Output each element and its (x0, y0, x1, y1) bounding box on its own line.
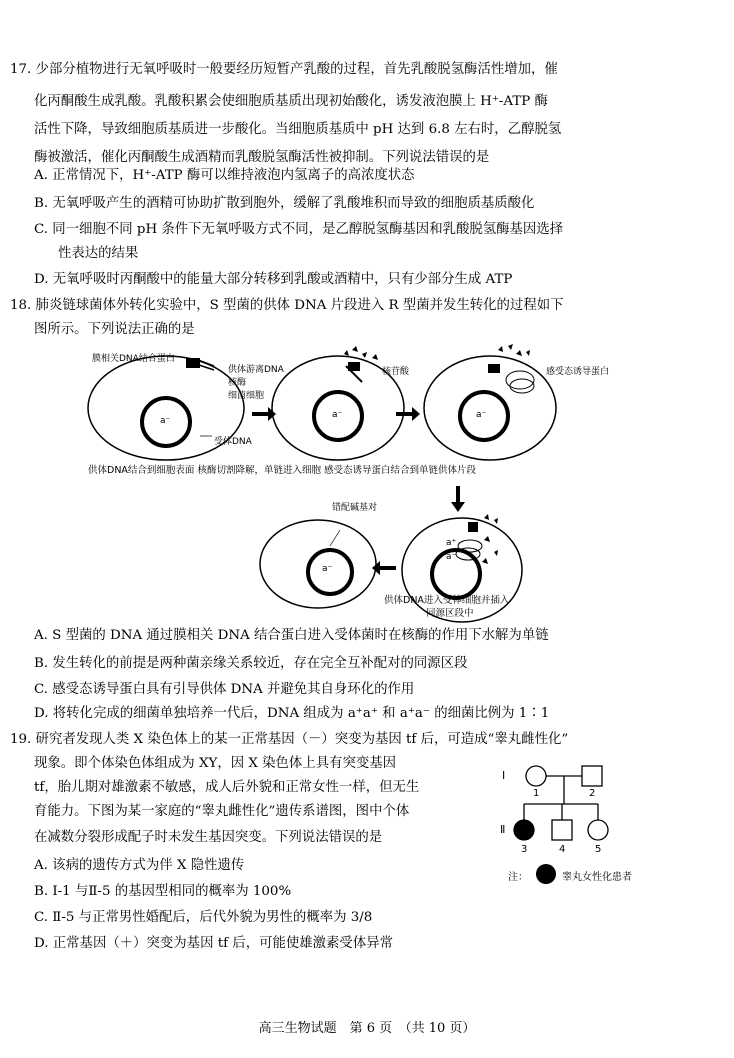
label-allele-cell1: a⁻ (160, 416, 171, 426)
q19-line-3: tf，胎儿期对雄激素不敏感，成人后外貌和正常女性一样，但无生 (34, 780, 420, 795)
individual-i1-female (526, 766, 546, 786)
q17-option-c-cont: 性表达的结果 (58, 246, 139, 261)
q19-line-2: 现象。即个体染色体组成为 XY，因 X 染色体上具有突变基因 (34, 756, 397, 771)
pedigree-legend-label: 注： (508, 872, 528, 883)
label-allele-cell5: a⁻ (322, 564, 333, 574)
figure-caption-bottom-1: 供体DNA进入受体细胞并插入 (384, 595, 510, 606)
individual-ii5-female (588, 820, 608, 840)
individual-ii3-affected (514, 820, 534, 840)
q19-line-1: 19. 研究者发现人类 X 染色体上的某一正常基因（－）突变为基因 tf 后，可造成“睾丸雌性化” (10, 732, 569, 747)
q18-option-d: D. 将转化完成的细菌单独培养一代后，DNA 组成为 a⁺a⁺ 和 a⁺a⁻ 的细菌比例为 1∶1 (34, 706, 550, 721)
q18-option-b: B. 发生转化的前提是两种菌亲缘关系较近，存在完全互补配对的同源区段 (34, 656, 468, 671)
pedigree-id-3: 3 (521, 844, 528, 855)
q19-line-5: 在减数分裂形成配子时未发生基因突变。下列说法错误的是 (34, 830, 383, 845)
pedigree-id-4: 4 (559, 844, 566, 855)
label-allele-cell4-minus: a⁻ (446, 552, 457, 562)
label-bacterial-cell: 细菌细胞 (228, 391, 265, 401)
label-receptor-dna: 受体DNA (214, 437, 252, 447)
q17-line-1: 17. 少部分植物进行无氧呼吸时一般要经历短暂产乳酸的过程，首先乳酸脱氢酶活性增加，催 (10, 62, 558, 77)
q19-option-b: B. Ⅰ-1 与Ⅱ-5 的基因型相同的概率为 100% (34, 884, 292, 899)
q18-option-c: C. 感受态诱导蛋白具有引导供体 DNA 并避免其自身环化的作用 (34, 682, 415, 697)
label-nuclease: 核酶 (228, 378, 247, 388)
pedigree-gen1-label: Ⅰ (502, 769, 506, 782)
pedigree-gen2-label: Ⅱ (500, 823, 506, 836)
q17-option-d: D. 无氧呼吸时丙酮酸中的能量大部分转移到乳酸或酒精中，只有少部分生成 ATP (34, 272, 513, 287)
q17-option-b: B. 无氧呼吸产生的酒精可协助扩散到胞外，缓解了乳酸堆积而导致的细胞质基质酸化 (34, 196, 535, 211)
legend-affected-symbol (536, 864, 556, 884)
label-membrane-dna-binding-protein: 膜相关DNA结合蛋白 (92, 354, 175, 364)
transformation-figure (0, 340, 734, 640)
label-allele-cell2: a⁻ (332, 410, 343, 420)
q19-option-d: D. 正常基因（＋）突变为基因 tf 后，可能使雄激素受体异常 (34, 936, 393, 951)
pedigree-id-2: 2 (589, 788, 596, 799)
q19-option-c: C. Ⅱ-5 与正常男性婚配后，后代外貌为男性的概率为 3/8 (34, 910, 373, 925)
pedigree-id-5: 5 (595, 844, 602, 855)
label-allele-cell4-plus: a⁺ (446, 538, 457, 548)
pedigree-id-1: 1 (533, 788, 540, 799)
q17-line-4: 酶被激活，催化丙酮酸生成酒精而乳酸脱氢酶活性被抑制。下列说法错误的是 (34, 150, 490, 165)
label-donor-free-dna: 供体游离DNA (228, 365, 284, 375)
page-footer: 高三生物试题 第 6 页 （共 10 页） (258, 1021, 476, 1036)
label-mismatch: 错配碱基对 (332, 503, 378, 513)
figure-caption-bottom-2: 同源区段中 (426, 608, 474, 619)
pedigree-legend-text: 睾丸女性化患者 (562, 872, 632, 883)
q19-option-a: A. 该病的遗传方式为伴 X 隐性遗传 (34, 858, 245, 873)
label-nucleotide: 核苷酸 (382, 367, 410, 377)
q19-line-4: 育能力。下图为某一家庭的“睾丸雌性化”遗传系谱图，图中个体 (34, 804, 410, 819)
individual-i2-male (582, 766, 602, 786)
q18-line-1: 18. 肺炎链球菌体外转化实验中，S 型菌的供体 DNA 片段进入 R 型菌并发生转化的过程如下 (10, 298, 564, 313)
q17-option-c: C. 同一细胞不同 pH 条件下无氧呼吸方式不同，是乙醇脱氢酶基因和乳酸脱氢酶基因选择 (34, 222, 564, 237)
bacterial-cell-5 (260, 520, 376, 608)
q18-option-a: A. S 型菌的 DNA 通过膜相关 DNA 结合蛋白进入受体菌时在核酶的作用下水解为单链 (34, 628, 549, 643)
label-competence-protein: 感受态诱导蛋白 (546, 367, 610, 377)
q18-line-2: 图所示。下列说法正确的是 (34, 322, 195, 337)
figure-caption-top: 供体DNA结合到细胞表面 核酶切割降解，单链进入细胞 感受态诱导蛋白结合到单链供体片段 (88, 465, 476, 476)
q17-option-a: A. 正常情况下，H⁺-ATP 酶可以维持液泡内氢离子的高浓度状态 (34, 168, 415, 183)
individual-ii4-male (552, 820, 572, 840)
label-allele-cell3: a⁻ (476, 410, 487, 420)
q17-line-3: 活性下降，导致细胞质基质进一步酸化。当细胞质基质中 pH 达到 6.8 左右时，乙醇脱氢 (34, 122, 562, 137)
q17-line-2: 化丙酮酸生成乳酸。乳酸积累会使细胞质基质出现初始酸化，诱发液泡膜上 H⁺-ATP 酶 (34, 94, 548, 109)
